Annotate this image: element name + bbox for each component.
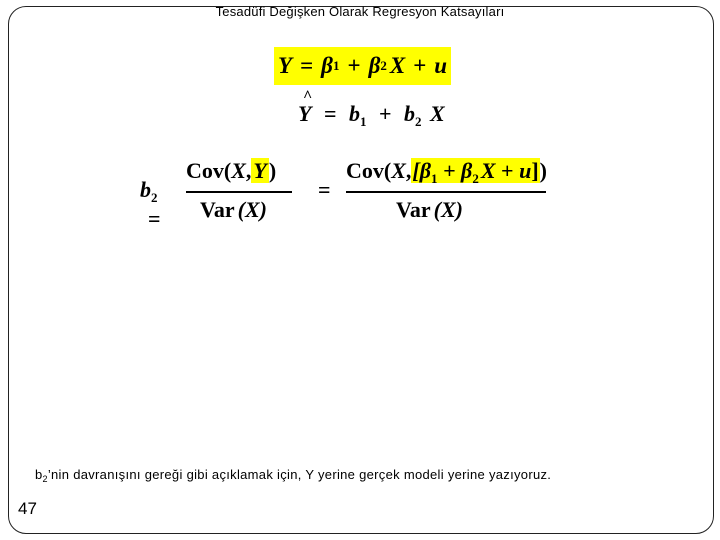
eq-u: u [519,158,532,183]
highlighted-y: Y [253,158,267,183]
eq-yhat [298,88,313,127]
eq-sub: 2 [415,114,422,129]
eq-sub: 1 [431,171,438,186]
paren-x: (X) [433,197,463,222]
eq-sub: 1 [360,114,367,129]
eq-x: X [391,158,406,183]
fraction-numerator [186,158,276,184]
eq-plus: + [495,158,520,183]
eq-b: b [140,177,151,202]
eq-sub: 1 [332,58,340,73]
footnote [35,467,551,484]
footnote-b: b [35,467,43,482]
var-label: Var [200,197,235,222]
eq-equals: = [323,101,337,126]
eq-b: b [404,101,416,126]
close-paren: ) [268,158,277,183]
fitted-equation [298,88,445,130]
slide-frame [8,6,714,534]
slide-title: Tesadüfi Değişken Olarak Regresyon Katsayıları [215,4,505,19]
eq-equals: = [300,53,314,78]
eq-beta: β [321,53,333,78]
fraction-cov-xy [186,158,296,228]
hat-symbol: ^ [303,88,313,105]
model-equation [274,47,451,85]
fraction-denominator [200,197,267,223]
fraction-bar [186,191,292,193]
eq-sub: 2 [151,190,158,205]
cov-label: Cov( [186,158,232,183]
eq-x: X [430,101,445,126]
page-number: 47 [18,499,37,518]
eq-y: Y [298,101,312,126]
fraction-cov-model [346,158,551,228]
close-bracket: ] [531,158,539,183]
eq-equals: = [318,177,331,202]
close-paren: ) [539,158,547,183]
footnote-sub: 2 [42,474,48,484]
eq-y: Y [278,53,293,78]
eq-x: X [231,158,246,183]
comma: , [245,158,252,183]
eq-sub: 2 [380,58,387,73]
fraction-numerator [346,158,547,187]
fraction-denominator [396,197,463,223]
cov-label: Cov( [346,158,392,183]
comma: , [405,158,412,183]
slope-lhs [140,177,161,232]
paren-x: (X) [237,197,267,222]
eq-u: u [434,53,448,78]
footnote-text: ’nin davranışını gereği gibi açıklamak için, Y yerine gerçek modeli yerine yazıyoruz. [47,467,552,482]
eq-plus: + [413,53,427,78]
fraction-bar [346,191,546,193]
eq-plus: + [379,101,392,126]
eq-x: X [480,158,496,183]
plus-beta: + β [437,158,473,183]
eq-beta: β [368,53,381,78]
eq-b: b [349,101,360,126]
bracket-beta: [β [412,158,432,183]
eq-plus: + [347,53,361,78]
eq-sub: 2 [472,171,479,186]
highlighted-model [411,158,539,186]
var-label: Var [396,197,431,222]
eq-x: X [389,53,406,78]
eq-equals: = [148,206,161,231]
